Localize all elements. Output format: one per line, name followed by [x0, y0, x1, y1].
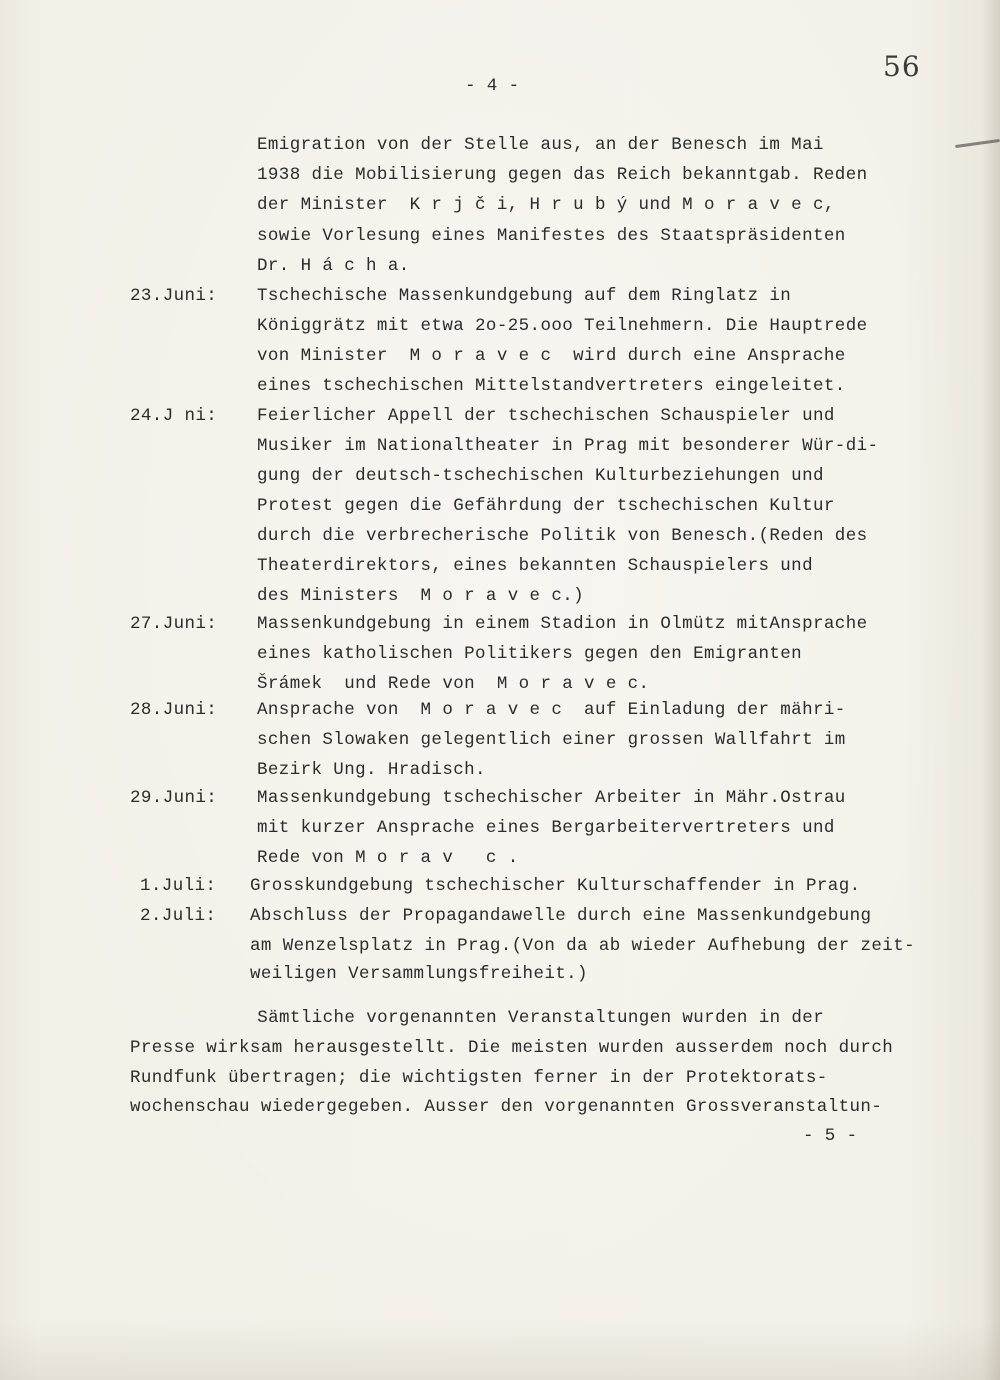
entry-date: 24.J ni:	[130, 406, 218, 426]
paragraph-line: Sämtliche vorgenannten Veranstaltungen wurden in der	[170, 1008, 825, 1028]
entry-date: 28.Juni:	[130, 700, 218, 720]
folio-number: 56	[883, 50, 921, 83]
entry-line: von Minister M o r a v e c wird durch eine Ansprache	[257, 346, 846, 366]
entry-line: Bezirk Ung. Hradisch.	[257, 760, 486, 780]
entry-line: eines tschechischen Mittelstandvertreters eingeleitet.	[257, 376, 846, 396]
entry-date: 2.Juli:	[140, 906, 217, 926]
entry-date: 27.Juni:	[130, 614, 218, 634]
entry-line: gung der deutsch-tschechischen Kulturbeziehungen und	[257, 466, 824, 486]
page-number-footer: - 5 -	[803, 1126, 858, 1146]
intro-line: sowie Vorlesung eines Manifestes des Staatspräsidenten	[257, 226, 846, 246]
paragraph-line: Rundfunk übertragen; die wichtigsten ferner in der Protektorats-	[130, 1068, 828, 1088]
paper-edge-shadow	[982, 0, 1000, 1380]
entry-line: Protest gegen die Gefährdung der tschechischen Kultur	[257, 496, 835, 516]
entry-date: 1.Juli:	[140, 876, 217, 896]
page-number-header: - 4 -	[465, 76, 520, 96]
paper-bottom-shadow	[0, 1320, 1000, 1380]
entry-line: Feierlicher Appell der tschechischen Schauspieler und	[257, 406, 835, 426]
entry-line: schen Slowaken gelegentlich einer grossen Wallfahrt im	[257, 730, 846, 750]
entry-line: Abschluss der Propagandawelle durch eine Massenkundgebung	[250, 906, 872, 926]
entry-line: am Wenzelsplatz in Prag.(Von da ab wieder Aufhebung der zeit-	[250, 936, 916, 956]
entry-line: Massenkundgebung in einem Stadion in Olmütz mitAnsprache	[257, 614, 868, 634]
intro-line: Dr. H á c h a.	[257, 256, 410, 276]
entry-line: Šrámek und Rede von M o r a v e c.	[257, 674, 650, 694]
entry-line: mit kurzer Ansprache eines Bergarbeitervertreters und	[257, 818, 835, 838]
entry-line: Grosskundgebung tschechischer Kulturschaffender in Prag.	[250, 876, 861, 896]
entry-date: 29.Juni:	[130, 788, 218, 808]
paragraph-line: wochenschau wiedergegeben. Ausser den vorgenannten Grossveranstaltun-	[130, 1097, 883, 1117]
entry-line: Rede von M o r a v c .	[257, 848, 519, 868]
entry-line: Theaterdirektors, eines bekannten Schauspielers und	[257, 556, 813, 576]
intro-line: 1938 die Mobilisierung gegen das Reich bekanntgab. Reden	[257, 165, 868, 185]
entry-line: Musiker im Nationaltheater in Prag mit besonderer Wür-di-	[257, 436, 879, 456]
entry-line: Massenkundgebung tschechischer Arbeiter in Mähr.Ostrau	[257, 788, 846, 808]
entry-line: des Ministers M o r a v e c.)	[257, 586, 585, 606]
intro-line: Emigration von der Stelle aus, an der Benesch im Mai	[257, 135, 824, 155]
entry-line: weiligen Versammlungsfreiheit.)	[250, 964, 588, 984]
intro-line: der Minister K r j č i, H r u b ý und M o r a v e c,	[257, 195, 835, 215]
entry-line: durch die verbrecherische Politik von Benesch.(Reden des	[257, 526, 868, 546]
entry-line: Ansprache von M o r a v e c auf Einladung der mähri-	[257, 700, 846, 720]
entry-line: Tschechische Massenkundgebung auf dem Ringlatz in	[257, 286, 792, 306]
entry-line: eines katholischen Politikers gegen den Emigranten	[257, 644, 803, 664]
entry-date: 23.Juni:	[130, 286, 218, 306]
entry-line: Königgrätz mit etwa 2o-25.ooo Teilnehmern. Die Hauptrede	[257, 316, 868, 336]
paragraph-line: Presse wirksam herausgestellt. Die meisten wurden ausserdem noch durch	[130, 1038, 894, 1058]
